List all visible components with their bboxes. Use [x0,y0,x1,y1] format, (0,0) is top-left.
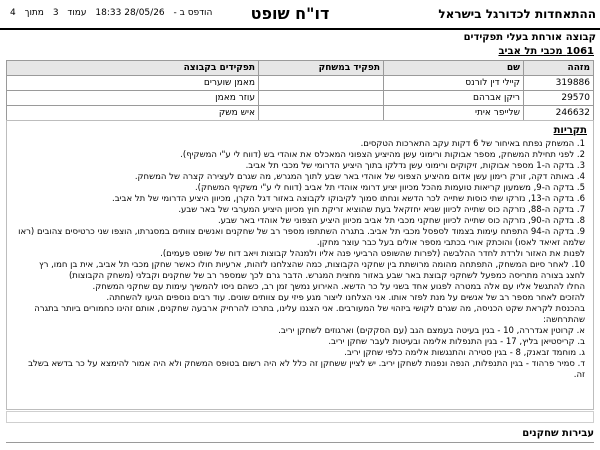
incident-line: החלו להתגשל אליו עם אלה במטרה לפגוע אחד בשני על כר הדשא. האירוע נמשך זמן רב, כשהם ניסו להמשיך עימות עם שחקני המשחק. [92,282,585,292]
incidents-list [15,139,585,381]
incident-line: זה. [573,370,585,380]
incidents-title: תקריות [553,125,587,136]
official-match-role [259,91,384,106]
official-team-role: איש משק [7,106,259,121]
page-total: 4 [10,8,16,18]
table-row [7,76,594,91]
empty-row [6,411,594,423]
official-name: שלייפר איתי [384,106,524,121]
incident-line: 4. באותה דקה, זורק רימון עשן אדום מהיציע הצפוני של אוהדי באר שבע לתוך המגרש, מה שגרם לעצירה קצרה של המשחק. [134,172,585,182]
report-title: דו"ח שופט [250,4,330,23]
incident-line: ב. קריסטיאן בליץ, 17 - בגין התנפלות אלימה ובעיטות לעבר שחקן יריב. [328,337,585,347]
incident-line: 9. בדקה ה-94 התפתח עימות בצמוד לספסל מכבי תל אביב. בתגרה השתתפו מספר רב של שחקנים ואנשים צוותים במסגרתו, הוצפו שני כרטיסים צהובים (ראו שלמה זאיאד לאסו) והוכתק אורי בכתבי מספר אולים בעל כבר עוצר מחקן. [18,227,585,248]
team-name: 1061 מכבי תל אביב [498,46,594,57]
official-team-role: מאמן שוערים [7,76,259,91]
table-header-row [7,61,594,76]
section-heading: קבוצה אורחת בעלי תפקידים [463,32,596,43]
incident-line: 1. המשחק נפתח באיחור של 6 דקות עקב התארכות הטקסים. [360,139,585,149]
table-row [7,91,594,106]
incidents-section [6,120,594,410]
official-id: 29570 [524,91,594,106]
print-label: הודפס ב - [173,8,213,18]
print-meta [4,8,212,18]
incident-line: בהכנסת לקראת שקט הכניסה, מה שגרם לקושי ביזהוי של המעורבים. אני הצגנו עלינו, בתרכו להרחיק ארבעה שחקנים, אותם זהינו כחמורים ביותר בתגרה [34,304,585,314]
table-row [7,106,594,121]
column-header-team-roles: תפקידים בקבוצה [7,61,259,76]
report-header [0,0,600,30]
incident-line: 2. לפני תחילת המשחק, מספר אבוקות ורימוני עשן מהיציע הצפוני המאכלס את אוהדי בש (דווח לי ע"י המשקיף). [180,150,585,160]
incident-line: ד. סמיר פרהוד - בגין התנפלות, הנפה ונפנות לשחקן יריב. יש לציין ששחקן זה כלל לא היה רשום בטופס המשחק ולא היה אמור להימצא על כר בדשא בשלב [28,359,585,369]
incident-line: לפנות את האזור ולרדת לחדר ההלבשה (לפרות שהשופט הרביעי פנה אליו ולמנהל קבוצות ויאב דוח של שופט פעמים). [160,249,585,259]
divider [6,442,594,443]
official-match-role [259,76,384,91]
column-header-match-role: תפקיד במשחק [259,61,384,76]
player-violations-title: עבירות שחקנים [522,428,594,439]
column-header-id: מזהה [524,61,594,76]
incident-line: 6. בדקה ה-13, נזרקו שתי כוסות שתייה לכר הדשא ונחתו סמוך לקיבוקו לקבוצה באזור דגל הקרן, מכיוון היציע הדרומי של תל אביב. [112,194,585,204]
official-name: קיילי דין לורנס [384,76,524,91]
incident-line: להזכים לאחר מספר רב של אנשים על מנת לפזר אותו. אני הצלחנו ליצור מגע פיזי עם צוותים שונים. עוד רבים נוספים הגיעו להשחתה. [106,293,585,303]
incident-line: 8. בדקה ה-90, נזרקה כוס שתייה לכיוון שחקני מכבי תל אביב מכיוון היציע הצפוני של אוהדי באר שבע. [217,216,585,226]
print-datetime: 18:33 28/05/26 [95,8,165,18]
page-current: 3 [52,8,59,18]
page-of-label: מתוך [24,8,44,18]
team-officials-table [6,60,594,121]
official-id: 319886 [524,76,594,91]
incident-line: ג. מוחמד זבאנק, 8 - בגין סטירה והתנגשות אלימה כלפי שחקן יריב. [344,348,585,358]
incident-line: לחצג בצורה מתריסה כמפעל לשחקני קבוצת באר שבע באזור מחצית המגרש. הדבר גרם לכך שמספר רב של שחקנים וקבלני (משחק הקבוצות) [68,271,585,281]
incident-line: 3. בדקה ה-1 מספר אבוקות, זיקוקים ורימוני עשן נדלקו בתוך היציע הדרומי של מכבי תל אביב. [245,161,585,171]
incident-line: 7. בדקה ה-88, נזרקה כוס שתייה לכיוון שגיא יחזקאל בעת שהוציא זריקת חוץ מכיוון היציע המערבי של באר שבע. [178,205,585,215]
organization-name: ההתאחדות לכדורגל בישראל [438,7,596,21]
column-header-name: שם [384,61,524,76]
incident-line: 10. לאחר סיום המשחק, התפתחה מהומה מרושתת בין שחקני הקבוצות, כמה שהצלחנו לזהות, ארעיות חולו כאשר שחקן מכבי תל אביב, אית בן חמו, רץ [39,260,585,270]
incident-line: א. קרוטין אגדררה, 10 - בגין בעיטה בעמצם הגב (עם הסקקים) וארגוזים לשחקן יריב. [278,326,585,336]
incident-line: שהתרחשה: [543,315,585,325]
incident-line: 5. בדקה ה-9, משמעון קריאות טועמות מהכל מכיוון יציע דרומי אוהדי תל אביב (דווח לי ע"י משקיף המשחק). [194,183,585,193]
page-label: עמוד [67,8,87,18]
official-name: ריקן אברהם [384,91,524,106]
official-id: 246632 [524,106,594,121]
official-team-role: עוזר מאמן [7,91,259,106]
official-match-role [259,106,384,121]
